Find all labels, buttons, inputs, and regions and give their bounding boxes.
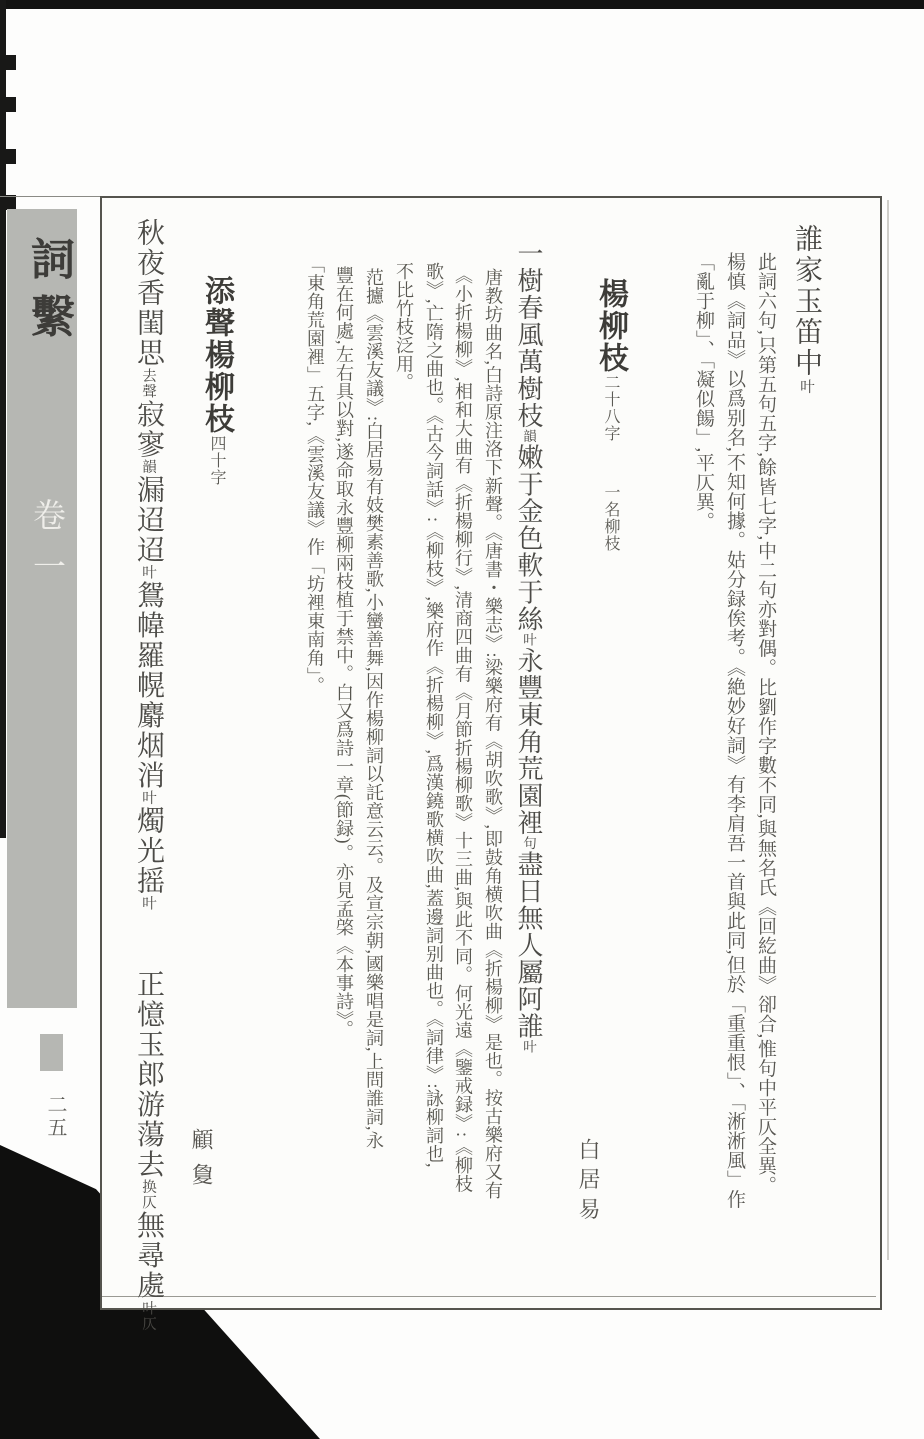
comment-column: 「東角荒園裡」五字,《雲溪友議》作「坊裡東南角」。 xyxy=(305,255,325,695)
author-name: 白居易 xyxy=(576,1138,601,1228)
comment-column: 此詞六句,只第五句五字,餘皆七字,中二句亦對偶。比劉作字數不同,與無名氏《回紇曲》卻合,惟句中平仄全異。 xyxy=(755,252,776,1195)
scan-rule xyxy=(0,196,100,197)
spacer xyxy=(610,442,611,484)
poem-column: 秋夜香閨思去聲寂寥韻漏迢迢叶鴛幃羅幌麝烟消叶燭光摇叶正憶玉郎游蕩去换仄無尋處叶仄 xyxy=(133,218,164,1332)
comment-column: 唐教坊曲名,白詩原注洛下新聲。《唐書・樂志》:梁樂府有《胡吹歌》,即鼓角横吹曲《折楊柳》是也。按古樂府又有 xyxy=(483,268,503,1200)
tune-line-heading: 誰家玉笛中叶 xyxy=(791,224,822,395)
comment-column: 「亂于柳」、「凝似餳」,平仄異。 xyxy=(693,252,714,531)
scan-tick xyxy=(0,97,16,112)
page-edge-shadow xyxy=(887,200,889,1260)
scan-top-edge xyxy=(0,0,924,9)
comment-column: 豐在何處,左右具以對,遂命取永豐柳兩枝植于禁中。白又爲詩一章(節録)。亦見孟棨《本事詩》。 xyxy=(334,266,354,1039)
page-number: 二五 xyxy=(44,1094,66,1140)
cipai-char-count: 二十八字 xyxy=(602,374,619,442)
text-frame-bottom-rule xyxy=(102,1296,876,1297)
spine-mark xyxy=(40,1034,63,1071)
scan-tick xyxy=(0,149,16,164)
author-name: 顧敻 xyxy=(189,1128,214,1199)
scan-tick xyxy=(0,195,16,210)
cipai-title: 楊柳枝 xyxy=(594,278,627,374)
cipai-title-column xyxy=(194,275,238,486)
comment-column: 歌》,亡隋之曲也。《古今詞話》:《柳枝》,樂府作《折楊柳》,爲漢鐃歌横吹曲,蓋邊詞别曲也。《詞律》:詠柳詞也, xyxy=(424,262,444,1169)
comment-column: 楊慎《詞品》以爲别名,不知何據。姑分録俟考。《絶妙好詞》有李肩吾一首與此同,但於「重重恨」、「淅淅風」作 xyxy=(724,252,745,1209)
scan-left-edge xyxy=(0,0,6,838)
comment-column: 范攄《雲溪友議》:白居易有妓樊素善歌,小蠻善舞,因作楊柳詞以託意云云。及宣宗朝,國樂唱是詞,上問誰詞,永 xyxy=(364,268,384,1150)
poem-column: 一樹春風萬樹枝韻嫩于金色軟于絲叶永豐東角荒園裡句盡日無人屬阿誰叶 xyxy=(514,240,543,1055)
scan-tick xyxy=(0,55,16,70)
comment-column: 《小折楊柳》,相和大曲有《折楊柳行》,清商四曲有《月節折楊柳歌》十三曲,與此不同。何光遠《鑒戒録》:《柳枝 xyxy=(453,266,473,1194)
cipai-alt-name: 一名柳枝 xyxy=(602,484,619,552)
cipai-title-column xyxy=(588,278,632,552)
comment-column: 不比竹枝泛用。 xyxy=(394,262,414,392)
spine-volume-label: 卷一 xyxy=(28,498,64,601)
cipai-char-count: 四十字 xyxy=(208,435,225,486)
cipai-title: 添聲楊柳枝 xyxy=(200,275,233,435)
spine-book-title: 詞繫 xyxy=(24,236,73,351)
